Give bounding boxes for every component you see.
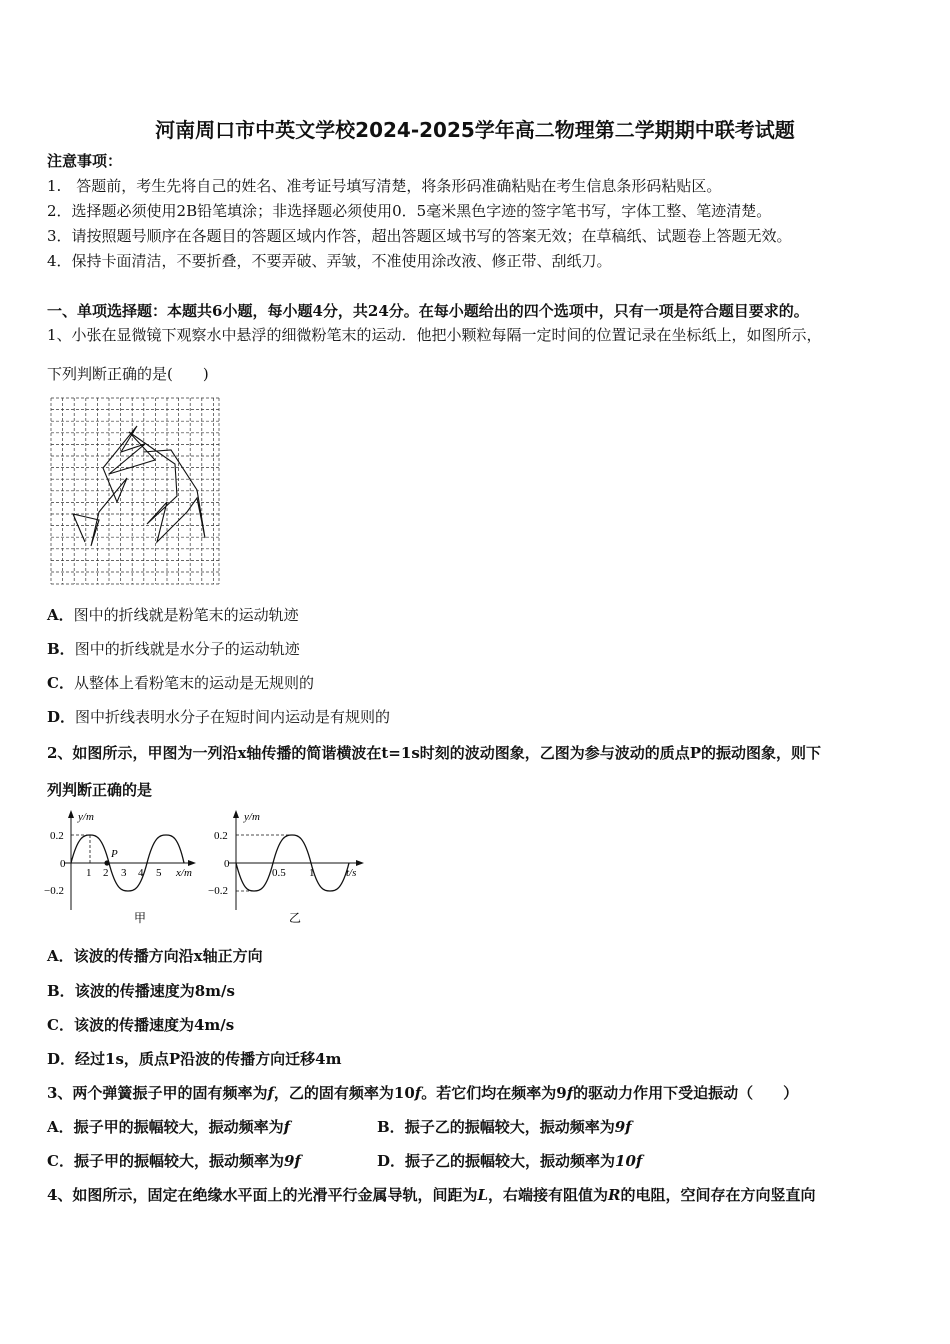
jia-tick-4: 4 — [138, 867, 144, 879]
yi-caption: 乙 — [289, 911, 302, 925]
section-heading: 一、单项选择题：本题共6小题，每小题4分，共24分。在每小题给出的四个选项中，只有一项是符合题目要求的。 — [47, 302, 809, 320]
q1-stem-line2: 下列判断正确的是( ) — [47, 365, 209, 383]
q1-grid-figure — [47, 394, 223, 588]
jia-point-label: P — [111, 848, 118, 860]
q3-option-a[interactable]: A．振子甲的振幅较大，振动频率为f — [47, 1118, 291, 1136]
notice-item-2: 2．选择题必须使用2B铅笔填涂；非选择题必须使用0．5毫米黑色字迹的签字笔书写，字体工整、笔迹清楚。 — [47, 202, 772, 220]
jia-tick-1: 1 — [86, 867, 92, 879]
q1-option-c[interactable]: C．从整体上看粉笔末的运动是无规则的 — [47, 674, 314, 692]
q3-stem: 3、两个弹簧振子甲的固有频率为f，乙的固有频率为10f。若它们均在频率为9f的驱动力作用下受迫振动（ ） — [47, 1084, 799, 1102]
point-p — [104, 860, 109, 865]
jia-tick-3: 3 — [121, 867, 127, 879]
q2-option-c[interactable]: C．该波的传播速度为4m/s — [47, 1016, 235, 1034]
wave-graph-jia — [44, 810, 196, 925]
yi-ylabel: y/m — [244, 811, 260, 823]
q1-option-b[interactable]: B．图中的折线就是水分子的运动轨迹 — [47, 640, 300, 658]
jia-ybot: −0.2 — [44, 885, 64, 897]
q4-stem: 4、如图所示，固定在绝缘水平面上的光滑平行金属导轨，间距为L，右端接有阻值为R的电阻，空间存在方向竖直向 — [47, 1186, 816, 1204]
jia-xlabel: x/m — [176, 867, 192, 879]
q1-option-a[interactable]: A．图中的折线就是粉笔末的运动轨迹 — [47, 606, 299, 624]
q3-option-c[interactable]: C．振子甲的振幅较大，振动频率为9f — [47, 1152, 301, 1170]
yi-tick-1: 0.5 — [272, 867, 286, 879]
jia-caption: 甲 — [134, 911, 147, 925]
yi-tick-2: 1 — [309, 867, 315, 879]
q2-option-a[interactable]: A．该波的传播方向沿x轴正方向 — [47, 947, 263, 965]
yi-xlabel: t/s — [346, 867, 357, 879]
notice-item-4: 4．保持卡面清洁，不要折叠，不要弄破、弄皱，不准使用涂改液、修正带、刮纸刀。 — [47, 252, 612, 270]
grid-lines — [51, 398, 219, 584]
jia-tick-5: 5 — [156, 867, 162, 879]
q1-option-d[interactable]: D．图中折线表明水分子在短时间内运动是有规则的 — [47, 708, 391, 726]
q1-stem-line1: 1、小张在显微镜下观察水中悬浮的细微粉笔末的运动．他把小颗粒每隔一定时间的位置记录在坐标纸上，如图所示， — [47, 326, 822, 344]
q2-option-d[interactable]: D．经过1s，质点P沿波的传播方向迁移4m — [47, 1050, 342, 1068]
yi-yzero: 0 — [224, 858, 230, 870]
page-title: 河南周口市中英文学校2024-2025学年高二物理第二学期期中联考试题 — [155, 118, 795, 142]
notice-item-1: 1. 答题前，考生先将自己的姓名、准考证号填写清楚，将条形码准确粘贴在考生信息条形码粘贴区。 — [47, 177, 722, 195]
yi-ytop: 0.2 — [214, 830, 228, 842]
notice-heading: 注意事项： — [47, 152, 123, 170]
q2-stem-line1: 2、如图所示，甲图为一列沿x轴传播的简谐横波在t=1s时刻的波动图象，乙图为参与波动的质点P的振动图象，则下 — [47, 744, 822, 762]
notice-item-3: 3．请按照题号顺序在各题目的答题区域内作答，超出答题区域书写的答案无效；在草稿纸、试题卷上答题无效。 — [47, 227, 792, 245]
particle-path — [73, 426, 205, 546]
jia-yzero: 0 — [60, 858, 66, 870]
jia-ylabel: y/m — [78, 811, 94, 823]
vibration-graph-yi — [208, 810, 364, 925]
jia-ytop: 0.2 — [50, 830, 64, 842]
q2-stem-line2: 列判断正确的是 — [47, 781, 153, 799]
q3-option-d[interactable]: D．振子乙的振幅较大，振动频率为10f — [377, 1152, 643, 1170]
q2-wave-figures — [40, 806, 370, 930]
q2-option-b[interactable]: B．该波的传播速度为8m/s — [47, 982, 235, 1000]
jia-tick-2: 2 — [103, 867, 109, 879]
q3-option-b[interactable]: B．振子乙的振幅较大，振动频率为9f — [377, 1118, 632, 1136]
yi-ybot: −0.2 — [208, 885, 228, 897]
